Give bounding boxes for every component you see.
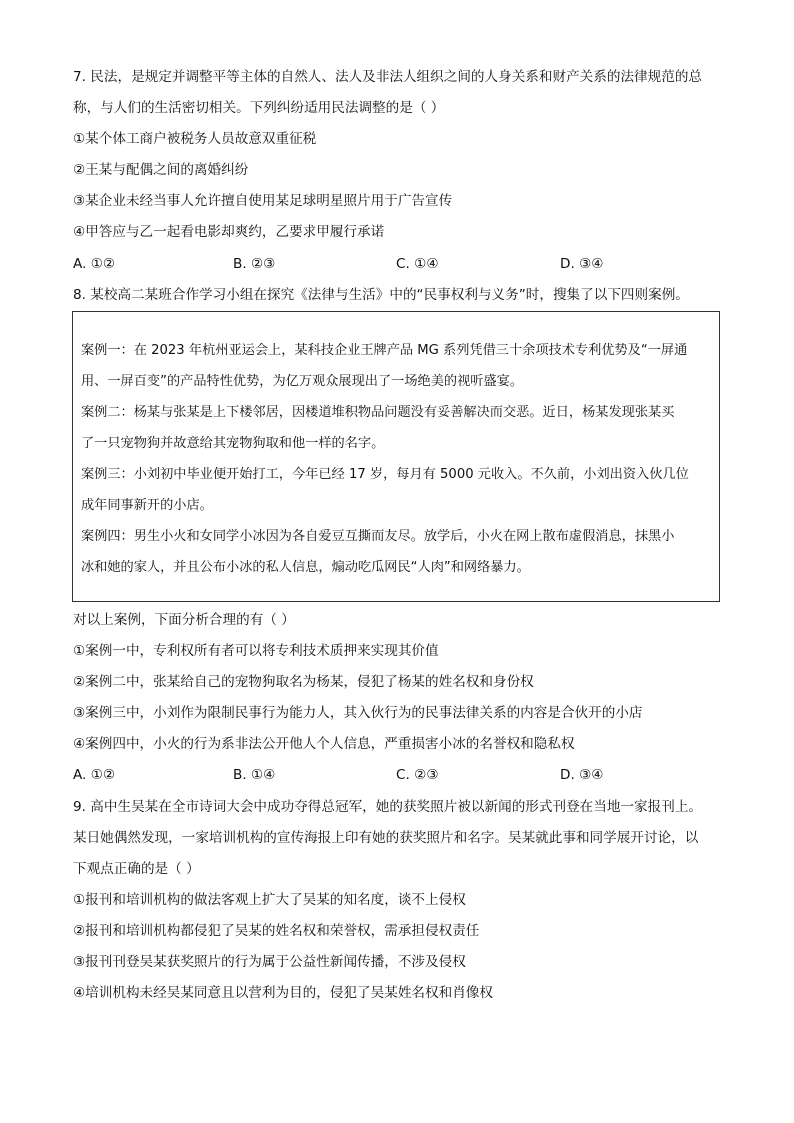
q8-item-1: ①案例一中，专利权所有者可以将专利技术质押来实现其价值: [73, 643, 439, 659]
q7-item-1: ①某个体工商户被税务人员故意双重征税: [73, 131, 317, 147]
q7-item-4: ④甲答应与乙一起看电影却爽约，乙要求甲履行承诺: [73, 224, 385, 240]
q7-option-b[interactable]: B. ②③: [233, 256, 276, 272]
q8-item-3: ③案例三中，小刘作为限制民事行为能力人，其入伙行为的民事法律关系的内容是合伙开的小店: [73, 705, 643, 721]
case1-line2: 用、一屏百变”的产品特性优势，为亿万观众展现出了一场绝美的视听盛宴。: [81, 374, 524, 389]
q8-stem: 8. 某校高二某班合作学习小组在探究《法律与生活》中的“民事权利与义务”时，搜集了以下四则案例。: [73, 287, 689, 303]
q9-stem-line1: 9. 高中生吴某在全市诗词大会中成功夺得总冠军，她的获奖照片被以新闻的形式刊登在当地一家报刊上。: [73, 799, 703, 815]
q8-option-c[interactable]: C. ②③: [396, 767, 439, 783]
q9-item-2: ②报刊和培训机构都侵犯了吴某的姓名权和荣誉权，需承担侵权责任: [73, 923, 480, 939]
q7-option-a[interactable]: A. ①②: [73, 256, 116, 272]
case4-line1: 案例四：男生小火和女同学小冰因为各自爱豆互撕而友尽。放学后，小火在网上散布虚假消息，抹黑小: [81, 529, 675, 544]
case1-line1: 案例一：在 2023 年杭州亚运会上，某科技企业王牌产品 MG 系列凭借三十余项技术专利优势及“一屏通: [81, 343, 688, 358]
q9-item-1: ①报刊和培训机构的做法客观上扩大了吴某的知名度，谈不上侵权: [73, 892, 466, 908]
case2-line1: 案例二：杨某与张某是上下楼邻居，因楼道堆积物品问题没有妥善解决而交恶。近日，杨某发现张某买: [81, 405, 675, 420]
case4-line2: 冰和她的家人，并且公布小冰的私人信息，煽动吃瓜网民“人肉”和网络暴力。: [81, 560, 530, 575]
q7-item-3: ③某企业未经当事人允许擅自使用某足球明星照片用于广告宣传: [73, 193, 453, 209]
q8-option-d[interactable]: D. ③④: [560, 767, 604, 783]
q9-item-3: ③报刊刊登吴某获奖照片的行为属于公益性新闻传播，不涉及侵权: [73, 954, 466, 970]
case2-line2: 了一只宠物狗并故意给其宠物狗取和他一样的名字。: [81, 436, 385, 451]
q8-option-b[interactable]: B. ①④: [233, 767, 276, 783]
q7-option-d[interactable]: D. ③④: [560, 256, 604, 272]
q8-item-2: ②案例二中，张某给自己的宠物狗取名为杨某，侵犯了杨某的姓名权和身份权: [73, 674, 534, 690]
q8-item-4: ④案例四中，小火的行为系非法公开他人个人信息，严重损害小冰的名誉权和隐私权: [73, 736, 575, 752]
q7-option-c[interactable]: C. ①④: [396, 256, 439, 272]
case3-line2: 成年同事新开的小店。: [81, 498, 213, 513]
q8-option-a[interactable]: A. ①②: [73, 767, 116, 783]
q8-prompt: 对以上案例，下面分析合理的有（ ）: [73, 612, 295, 628]
q9-item-4: ④培训机构未经吴某同意且以营利为目的，侵犯了吴某姓名权和肖像权: [73, 985, 493, 1001]
q7-item-2: ②王某与配偶之间的离婚纠纷: [73, 162, 249, 178]
q7-options: [73, 255, 733, 273]
q8-case-box: [72, 311, 720, 602]
q9-stem-line3: 下观点正确的是（ ）: [73, 861, 200, 877]
q7-stem-line1: 7. 民法，是规定并调整平等主体的自然人、法人及非法人组织之间的人身关系和财产关系的法律规范的总: [73, 69, 703, 85]
q9-stem-line2: 某日她偶然发现，一家培训机构的宣传海报上印有她的获奖照片和名字。吴某就此事和同学展开讨论，以: [73, 830, 699, 846]
case3-line1: 案例三：小刘初中毕业便开始打工，今年已经 17 岁，每月有 5000 元收入。不久前，小刘出资入伙几位: [81, 467, 689, 482]
q8-options: [73, 766, 733, 784]
q7-stem-line2: 称，与人们的生活密切相关。下列纠纷适用民法调整的是（ ）: [73, 100, 445, 116]
